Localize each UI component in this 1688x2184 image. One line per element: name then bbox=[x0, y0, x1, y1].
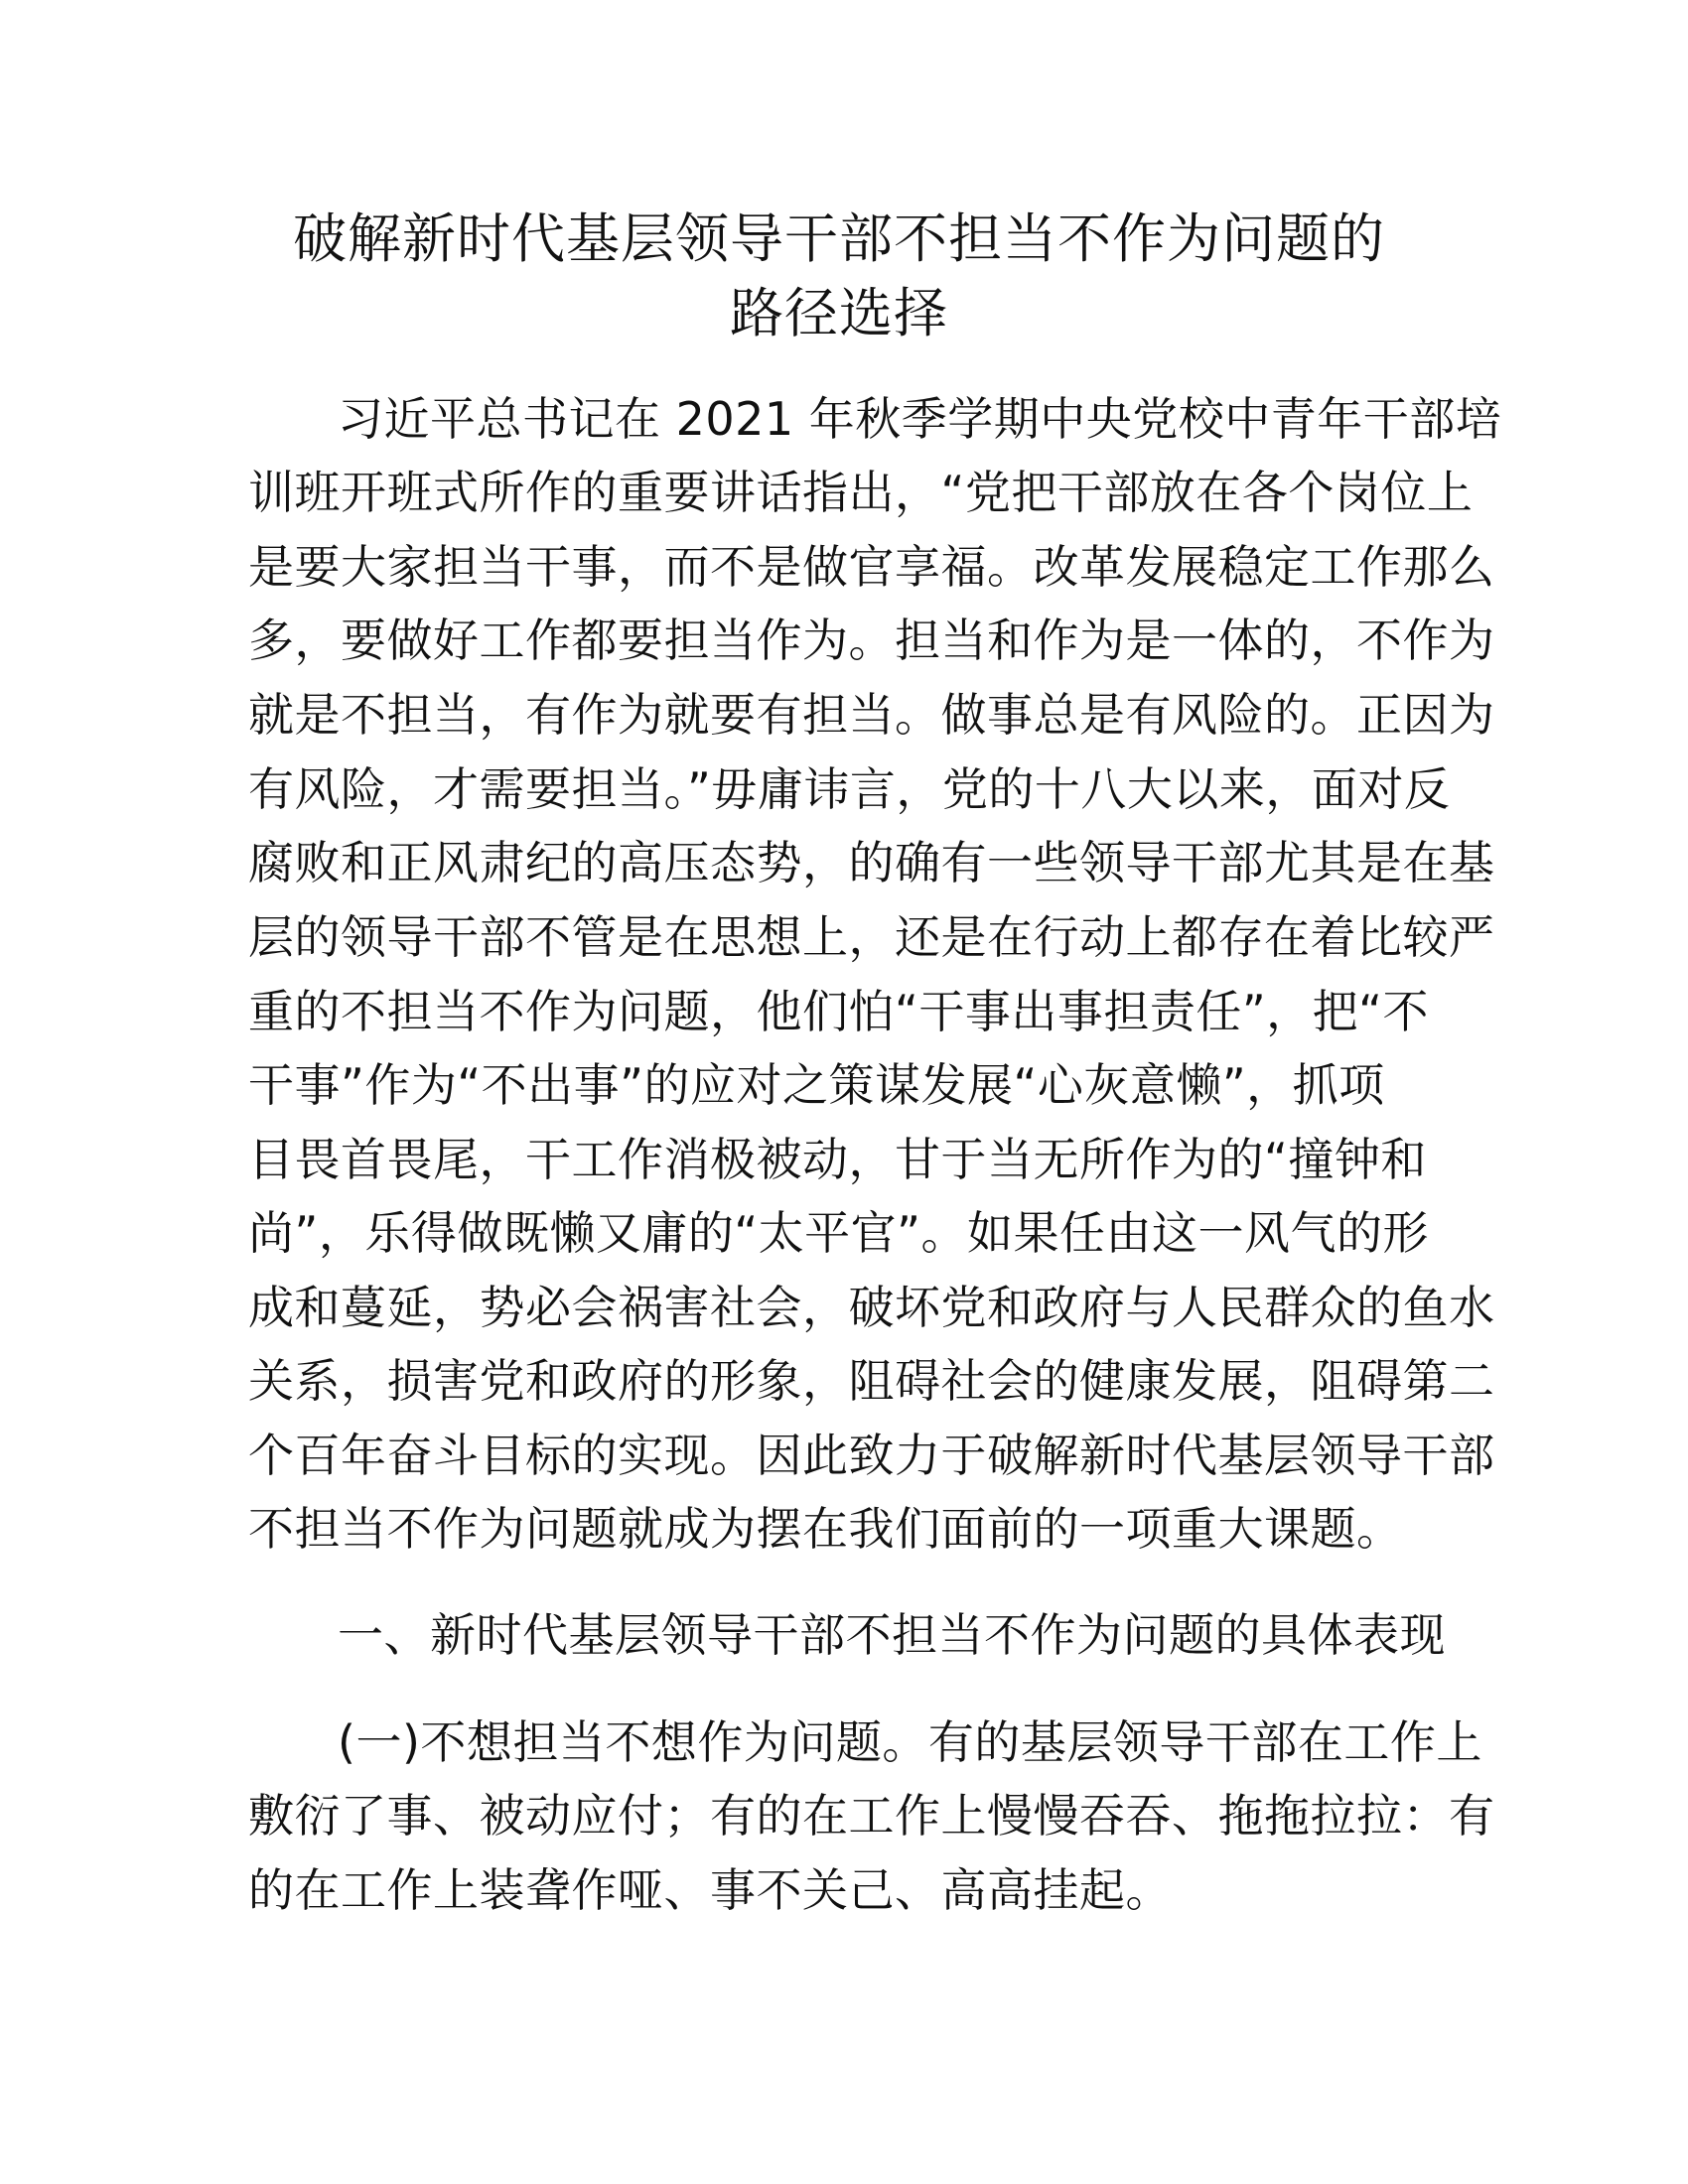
section-heading: 一、新时代基层领导干部不担当不作为问题的具体表现 bbox=[338, 1608, 1446, 1662]
paragraph-line: 有风险，才需要担当。”毋庸讳言，党的十八大以来，面对反 bbox=[248, 762, 1451, 816]
paragraph-line: 习近平总书记在 2021 年秋季学期中央党校中青年干部培 bbox=[338, 392, 1502, 446]
paragraph-line: 尚”，乐得做既懒又庸的“太平官”。如果任由这一风气的形 bbox=[248, 1206, 1429, 1260]
paragraph-line: 层的领导干部不管是在思想上，还是在行动上都存在着比较严 bbox=[248, 910, 1495, 964]
document-title-line-1: 破解新时代基层领导干部不担当不作为问题的 bbox=[293, 207, 1385, 270]
paragraph-line: (一)不想担当不想作为问题。有的基层领导干部在工作上 bbox=[338, 1715, 1482, 1769]
paragraph-line: 重的不担当不作为问题，他们怕“干事出事担责任”，把“不 bbox=[248, 985, 1429, 1038]
document-title-line-2: 路径选择 bbox=[730, 282, 948, 344]
paragraph-line: 训班开班式所作的重要讲话指出，“党把干部放在各个岗位上 bbox=[248, 466, 1474, 519]
paragraph-line: 成和蔓延，势必会祸害社会，破坏党和政府与人民群众的鱼水 bbox=[248, 1281, 1495, 1334]
paragraph-line: 目畏首畏尾，干工作消极被动，甘于当无所作为的“撞钟和 bbox=[248, 1133, 1427, 1186]
paragraph-line: 关系，损害党和政府的形象，阻碍社会的健康发展，阻碍第二 bbox=[248, 1354, 1495, 1408]
paragraph-line: 是要大家担当干事，而不是做官享福。改革发展稳定工作那么 bbox=[248, 540, 1495, 594]
paragraph-line: 腐败和正风肃纪的高压态势，的确有一些领导干部尤其是在基 bbox=[248, 836, 1495, 889]
paragraph-line: 就是不担当，有作为就要有担当。做事总是有风险的。正因为 bbox=[248, 688, 1495, 742]
paragraph-line: 个百年奋斗目标的实现。因此致力于破解新时代基层领导干部 bbox=[248, 1429, 1495, 1482]
paragraph-line: 的在工作上装聋作哑、事不关己、高高挂起。 bbox=[248, 1863, 1172, 1917]
paragraph-line: 干事”作为“不出事”的应对之策谋发展“心灰意懒”，抓项 bbox=[248, 1058, 1385, 1112]
paragraph-line: 不担当不作为问题就成为摆在我们面前的一项重大课题。 bbox=[248, 1502, 1403, 1556]
paragraph-line: 敷衍了事、被动应付；有的在工作上慢慢吞吞、拖拖拉拉：有 bbox=[248, 1789, 1495, 1843]
paragraph-line: 多，要做好工作都要担当作为。担当和作为是一体的，不作为 bbox=[248, 614, 1495, 667]
